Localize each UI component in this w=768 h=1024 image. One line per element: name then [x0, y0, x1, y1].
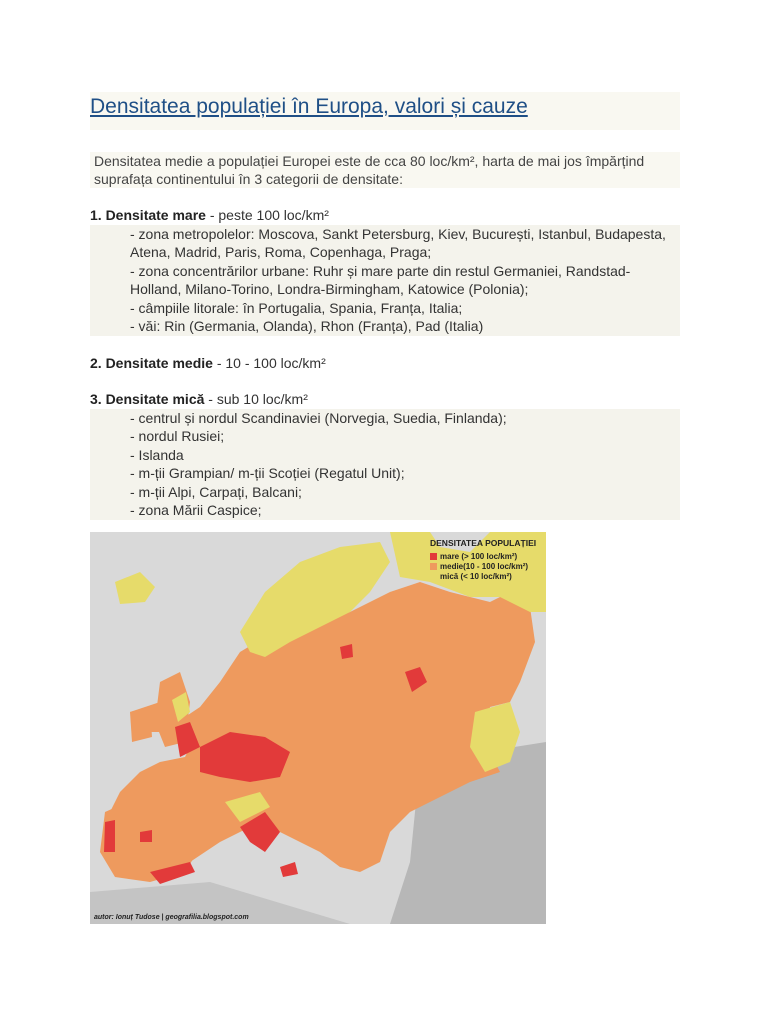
section-heading: 2. Densitate medie: [90, 354, 213, 371]
density-map: [90, 532, 546, 924]
content: [90, 206, 680, 520]
section-heading: 1. Densitate mare: [90, 207, 206, 223]
legend-item-medium: [430, 562, 546, 571]
section-heading: 3. Densitate mică: [90, 391, 205, 407]
legend-title: DENSITATEA POPULAȚIEI: [430, 538, 537, 548]
list-item: - centrul și nordul Scandinaviei (Norvegia, Suedia, Finlanda);: [90, 409, 680, 428]
intro-paragraph: [90, 152, 680, 188]
legend-item-high: [430, 552, 546, 561]
section-range: - peste 100 loc/km²: [205, 207, 329, 223]
region-sicily-high: [280, 862, 298, 877]
section-low: [90, 390, 680, 520]
region-iceland-low: [115, 572, 155, 604]
intro-text: Densitatea medie a populației Europei este de cca 80 loc/km², harta de mai jos împărțind suprafața continentului în 3 categorii de densitate:: [94, 153, 645, 187]
region-madrid-high: [140, 830, 152, 842]
legend-item-low: [430, 572, 546, 581]
list-item: - zona metropolelor: Moscova, Sankt Petersburg, Kiev, București, Istanbul, Budapesta, Atena, Madrid, Paris, Roma, Copenhaga, Praga;: [90, 225, 680, 262]
legend-swatch: [430, 553, 437, 560]
list-item: - zona Mării Caspice;: [90, 501, 680, 520]
region-portugal-high: [104, 820, 115, 852]
page-title[interactable]: Densitatea populației în Europa, valori și cauze: [90, 95, 528, 118]
map-credit: autor: Ionuț Tudose | geografilia.blogspot.com: [94, 914, 249, 921]
section-high: [90, 206, 680, 336]
legend-swatch: [430, 563, 437, 570]
list-item: - m-ții Alpi, Carpați, Balcani;: [90, 483, 680, 502]
legend-swatch: [430, 573, 437, 580]
europe-map-graphic: [90, 532, 546, 924]
section-range: - sub 10 loc/km²: [204, 391, 308, 407]
title-bar: [90, 92, 680, 130]
list-item: - m-ții Grampian/ m-ții Scoției (Regatul Unit);: [90, 464, 680, 483]
legend-label: mare (> 100 loc/km²): [440, 552, 518, 561]
section-medium: [90, 354, 680, 373]
list-item: - câmpiile litorale: în Portugalia, Spania, Franța, Italia;: [90, 299, 680, 318]
list-item: - zona concentrărilor urbane: Ruhr și mare parte din restul Germaniei, Randstad-Holland, Milano-Torino, Londra-Birmingham, Katowice (Polonia);: [90, 262, 680, 299]
list-item: - nordul Rusiei;: [90, 427, 680, 446]
list-item: - văi: Rin (Germania, Olanda), Rhon (Franța), Pad (Italia): [90, 317, 680, 336]
legend-label: mică (< 10 loc/km²): [440, 572, 512, 581]
legend-label: medie(10 - 100 loc/km²): [440, 562, 529, 571]
region-ireland: [130, 707, 152, 742]
list-item: - Islanda: [90, 446, 680, 465]
section-range: - 10 - 100 loc/km²: [212, 354, 326, 371]
map-legend: [430, 538, 546, 582]
